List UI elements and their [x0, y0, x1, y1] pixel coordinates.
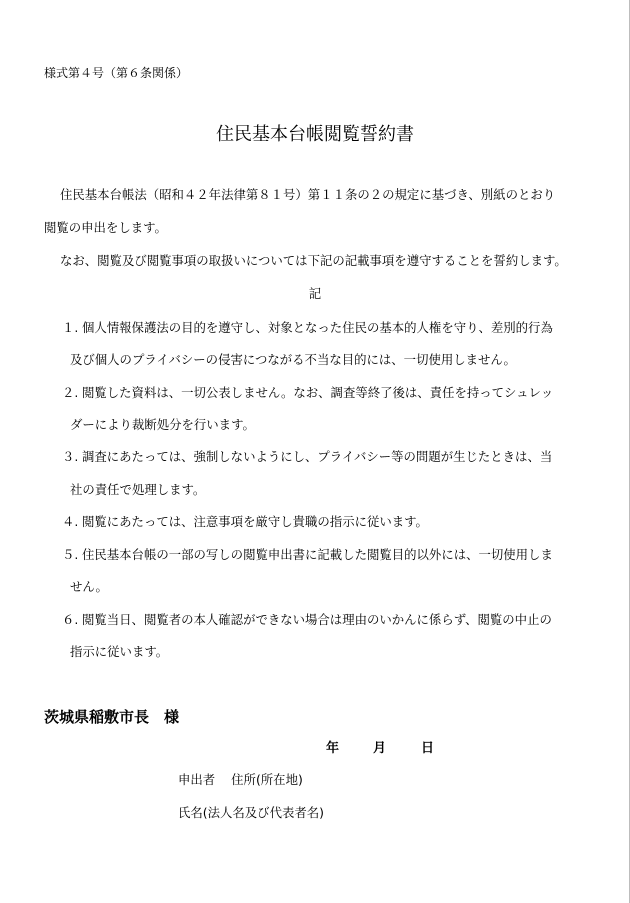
document-title: 住民基本台帳閲覧誓約書	[216, 124, 414, 145]
applicant-label: 申出者	[178, 772, 216, 787]
applicant-name-line: 氏名(法人名及び代表者名)	[178, 805, 324, 820]
item-text: 住民基本台帳の一部の写しの閲覧申出書に記載した閲覧目的以外には、一切使用しま	[82, 547, 553, 562]
date-day: 日	[421, 741, 435, 756]
pledge-item-2	[62, 383, 553, 401]
address-label: 住所(所在地)	[231, 772, 303, 787]
intro-line-2: 閲覧の申出をします。	[44, 220, 167, 235]
item-text: 調査にあたっては、強制しないようにし、プライバシー等の問題が生じたときは、当	[82, 449, 553, 464]
item-text: 閲覧した資料は、一切公表しません。なお、調査等終了後は、責任を持ってシュレッ	[82, 385, 554, 400]
item-number: ４.	[62, 514, 79, 529]
applicant-address-line	[178, 770, 303, 788]
item-number: ６.	[62, 612, 79, 627]
intro-line-1: 住民基本台帳法（昭和４２年法律第８１号）第１１条の２の規定に基づき、別紙のとおり	[60, 187, 556, 202]
date-line	[326, 737, 434, 756]
pledge-item-6-continued: 指示に従います。	[70, 644, 169, 659]
pledge-item-1-continued: 及び個人のプライバシーの侵害につながる不当な目的には、一切使用しません。	[70, 352, 516, 367]
date-month: 月	[373, 741, 387, 756]
pledge-item-2-continued: ダーにより裁断処分を行います。	[70, 417, 255, 432]
item-number: ２.	[62, 385, 79, 400]
pledge-item-1	[62, 318, 553, 336]
item-text: 個人情報保護法の目的を遵守し、対象となった住民の基本的人権を守り、差別的行為	[82, 320, 553, 335]
pledge-item-3-continued: 社の責任で処理します。	[70, 482, 206, 497]
form-number: 様式第４号（第６条関係）	[44, 66, 189, 80]
pledge-item-3	[62, 447, 552, 465]
ki-heading: 記	[308, 286, 322, 301]
date-year: 年	[326, 741, 340, 756]
item-text: 閲覧当日、閲覧者の本人確認ができない場合は理由のいかんに係らず、閲覧の中止の	[82, 612, 552, 627]
pledge-item-6	[62, 610, 552, 628]
addressee: 茨城県稲敷市長 様	[44, 708, 180, 726]
item-number: ５.	[62, 547, 79, 562]
intro-line-3: なお、閲覧及び閲覧事項の取扱いについては下記の記載事項を遵守することを誓約します。	[60, 253, 567, 268]
pledge-item-4	[62, 512, 428, 530]
pledge-item-5-continued: せん。	[70, 579, 108, 594]
item-number: ３.	[62, 449, 79, 464]
pledge-item-5	[62, 545, 553, 563]
item-text: 閲覧にあたっては、注意事項を厳守し貴職の指示に従います。	[82, 514, 428, 529]
item-number: １.	[62, 320, 79, 335]
